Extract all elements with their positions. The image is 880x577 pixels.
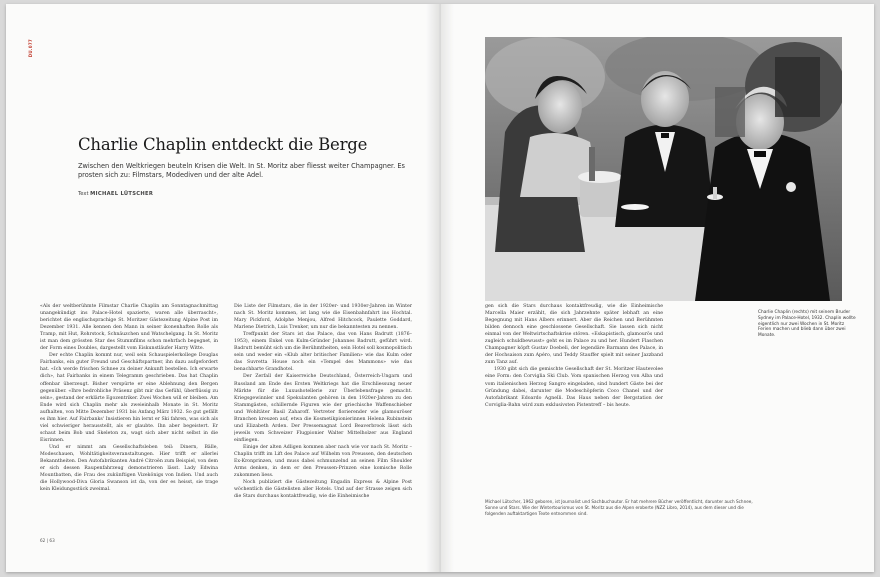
author-bio: Michael Lütscher, 1962 geboren, ist Journalist und Sachbuchautor. Er hat mehrere Bücher veröffentlicht, darunter auch Schnee, Sonne und Stars. Wie der Wintertourismus von St. Moritz aus die Alpen eroberte (NZZ Libro, 2014), aus dem dieser und die folgenden auftaktartigen Texte entnommen sind. xyxy=(485,499,753,516)
text-column-2 xyxy=(234,303,412,535)
byline-author: MICHAEL LÜTSCHER xyxy=(90,191,154,197)
paragraph: «Als der weltberühmte Filmstar Charlie Chaplin am Sonntagnachmittag unangekündigt ins Palace-Hotel spazierte, waren alle überrascht», berichtet die englischsprachige St. Moritzer Gästezeitung Alpine Post im Dezember 1931. Alle kennen den Mann in seiner ikonenhaften Rolle als Tramp, mit Hut, Rohrstock, Schnäuzchen und Watschelgang. In St. Moritz ist man dem grössten Star des Stummfilms schon mehrfach begegnet, in der Form eines Doubles, dargestellt vom Eiskunstläufer Harry Witte. xyxy=(40,304,218,352)
article-headline: Charlie Chaplin entdeckt die Berge xyxy=(78,135,368,154)
chaplin-photo xyxy=(485,37,842,301)
paragraph: 1930 gibt sich die gemischte Gesellschaft der St. Moritzer Hautevolee eine Form: den Corviglia Ski Club. Vom spanischen Herzog von Alba und vom italienischen Herzog Sangro eingeladen, sind hundert Gäste bei der Gründung dabei, darunter die Modeschöpferin Coco Chanel und der Autofabrikant Edoardo Agnelli. Das Haus neben der Bergstation der Corviglia-Bahn wird zum exklusivsten Pistentreff – bis heute. xyxy=(485,367,663,408)
right-page xyxy=(440,4,874,572)
magazine-spread xyxy=(6,4,874,572)
paragraph: Der Zerfall der Kaiserreiche Deutschland, Österreich-Ungarn und Russland am Ende des Ersten Weltkriegs hat die Erschliessung neuer Märkte für die Luxushotellerie zur Überlebensfrage gemacht. Kriegsgewinnler und Spekulanten gehören in den 1920er-Jahren zu den Stammgästen, schillernde Figuren wie der griechische Waffenschieber und Wohltäter Basil Zaharoff. Vertreter florierender wie glamouröser Branchen kreuzen auf, etwa die Kosmetikpionierinnen Helena Rubinstein und Elizabeth Arden. Der Pressemagnat Lord Beaverbrook lässt sich jeweils vom Schweizer Flugpionier Walter Mittelholzer aus England einfliegen. xyxy=(234,374,412,443)
byline xyxy=(78,191,153,197)
photo-caption: Charlie Chaplin (rechts) mit seinem Bruder Sydney im Palace-Hotel, 1932. Chaplin wollte eigentlich nur zwei Wochen in St. Moritz Ferien machen und blieb dann über zwei Monate. xyxy=(758,310,856,339)
paragraph: Einige der alten Adligen kommen aber nach wie vor nach St. Moritz – Chaplin trifft im Lift des Palace auf Wilhelm von Preussen, den deutschen Ex-Kronprinzen, und muss dabei schmunzelnd an seinen Film Shoulder Arms denken, in dem er den Preussen-Prinzen eine komische Rolle zukommen liess. xyxy=(234,444,412,479)
paragraph: Die Liste der Filmstars, die in der 1920er- und 1930er-Jahren im Winter nach St. Moritz kommen, ist lang wie die Eisenbahnfahrt ins Hochtal. Mary Pickford, Adolphe Menjou, Alfred Hitchcock, Paulette Goddard, Marlene Dietrich, Luis Trenker, um nur die bekanntesten zu nennen. xyxy=(234,304,412,331)
section-tag: DU.077 xyxy=(28,39,33,58)
paragraph: Der echte Chaplin kommt nur, weil sein Schauspielerkollege Douglas Fairbanks, ein guter Freund und Geschäftspartner, ihn dazu aufgefordert hat. «Ich werde frischen Schnee zu deiner Ankunft bestellen. Ich erwarte dich», hat Fairbanks in einem Telegramm geschrieben. Das hat Chaplin offenbar überzeugt. Bisher verspürte er eine Ablehnung den Bergen gegenüber. «Ihre bedrohliche Präsenz gibt mir das Gefühl, überflüssig zu sein», gestand der erklärte Egozentriker. Zwei Wochen will er bleiben. Am Ende wird sich Chaplin mehr als zweieinhalb Monate in St. Moritz aufhalten, von Mitte Dezember 1931 bis Anfang März 1932. So gut gefällt es ihm hier. Auf Fairbanks' Insistieren hin lernt er Ski fahren, was sich als viel schwieriger herausstellt, als er glaubte. Ihn aber begeistert. Er schaut beim Bob und Skeleton zu, wagt sich aber nicht selbst in die Eisrinnen. xyxy=(40,353,218,443)
left-page xyxy=(6,4,440,572)
paragraph: Und er nimmt am Gesellschaftsleben teil: Dinern, Bälle, Modeschauen, Wohltätigkeitsveranstaltungen. Hier trifft er allerlei Bekanntheiten. Den Autofabrikanten André Citroën zum Beispiel, von dem er sich dessen Raupenfahrzeug demonstrieren lässt. Lady Edwina Mountbatten, die Frau des zukünftigen Vizekönigs von Indien. Und auch die Hollywood-Diva Gloria Swanson ist da, von der es heisst, sie trage kein Kleidungsstück zweimal. xyxy=(40,444,218,493)
byline-prefix: Text xyxy=(78,191,89,197)
article-lead: Zwischen den Weltkriegen beuteln Krisen die Welt. In St. Moritz aber fliesst weiter Champagner. Es prosten sich zu: Filmstars, Modediven und der alte Adel. xyxy=(78,162,405,180)
paragraph: gen sich die Stars durchaus kontaktfreudig, wie die Einheimische Marcella Maier erzählt, die sich Jahrzehnte später lebhaft an eine Begegnung mit Hans Albers erinnert. Aber die Reichen und Berühmten bilden dennoch eine geschlossene Gesellschaft. Sie lassen sich nicht einmal von der Weltwirtschaftskrise stören. «Eskapistisch, glamourös und zugleich schuldbewusst» geht es im Palace zu und her. Hundert Flaschen Champagner köpft Gustav Doebeli, der legendäre Barmann des Palace, in der Hochsaison zum Apéro, und Teddy Stauffer spielt mit seiner Jazzband zum Tanz auf. xyxy=(485,304,663,366)
page-number: 62 | 63 xyxy=(40,538,55,543)
paragraph: Noch publiziert die Gästezeitung Engadin Express & Alpine Post wöchentlich die Gästelisten aller Hotels. Und auf der Strasse zeigen sich die Stars durchaus kontaktfreudig, wie die Einheimische xyxy=(234,480,412,500)
text-column-1 xyxy=(40,303,218,535)
paragraph: Treffpunkt der Stars ist das Palace, das von Hans Badrutt (1876–1953), einem Enkel von Kulm-Gründer Johannes Badrutt, geführt wird. Badrutt bemüht sich um die Berühmtheiten, sein Hotel soll kosmopolitisch sein und weder ein «Klub alter britischer Familien» wie das Kulm oder das Suvretta House noch ein «Tempel des Mammons» wie das benachbarte Grandhotel. xyxy=(234,332,412,373)
